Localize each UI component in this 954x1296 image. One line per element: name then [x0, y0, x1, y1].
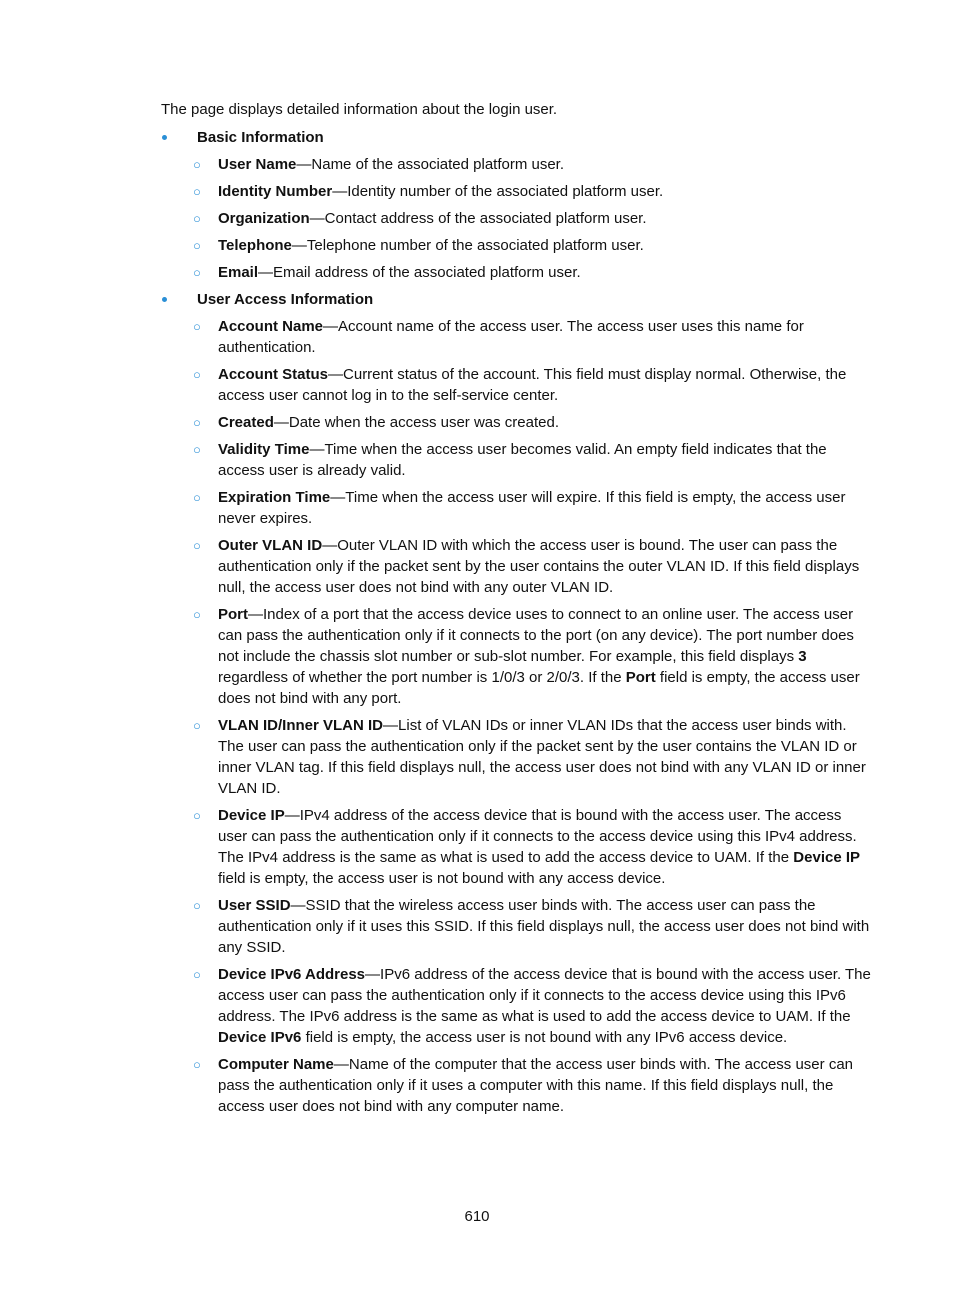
item-description: —Telephone number of the associated platform user. — [291, 237, 644, 254]
sub-list — [161, 316, 871, 1117]
item-description: —IPv6 address of the access device that is bound with the access user. The access user can pass the authentication only if it connects to the access device using this IPv6 address. The IPv6 address is the same as what is used to add the access device to UAM. If the — [218, 966, 871, 1025]
list-item — [161, 964, 871, 1048]
circle-bullet-icon: ○ — [193, 898, 201, 913]
item-description: —List of VLAN IDs or inner VLAN IDs that the access user binds with. The user can pass the authentication only if the packet sent by the user contains the VLAN ID or inner VLAN tag. If this field displays null, the access user does not bind with any VLAN ID or inner VLAN ID. — [218, 717, 866, 797]
item-term: Account Name — [218, 318, 324, 335]
item-term: Telephone — [218, 237, 292, 254]
item-term: Device IP — [218, 807, 285, 824]
page-number: 610 — [464, 1208, 490, 1225]
bullet-icon — [162, 135, 167, 140]
page-content — [161, 99, 871, 1123]
item-description-continued: field is empty, the access user does not bind with any port. — [218, 669, 860, 707]
list-item — [161, 604, 871, 709]
item-term: Created — [218, 414, 274, 431]
item-term: Validity Time — [218, 441, 310, 458]
list-item — [161, 805, 871, 889]
circle-bullet-icon: ○ — [193, 238, 201, 253]
item-description: —Current status of the account. This field must display normal. Otherwise, the access user cannot log in to the self-service center. — [218, 366, 847, 404]
bullet-icon — [162, 297, 167, 302]
section-heading — [161, 289, 871, 310]
item-description: —Outer VLAN ID with which the access user is bound. The user can pass the authentication only if the packet sent by the user contains the outer VLAN ID. If this field displays null, the access user does not bind with any outer VLAN ID. — [218, 537, 860, 596]
list-item — [161, 181, 871, 202]
list-item — [161, 487, 871, 529]
circle-bullet-icon: ○ — [193, 718, 201, 733]
item-term: Port — [218, 606, 248, 623]
circle-bullet-icon: ○ — [193, 490, 201, 505]
item-description: —Identity number of the associated platform user. — [332, 183, 664, 200]
list-item — [161, 208, 871, 229]
item-description: —Time when the access user becomes valid. An empty field indicates that the access user is already valid. — [218, 441, 827, 479]
circle-bullet-icon: ○ — [193, 808, 201, 823]
circle-bullet-icon: ○ — [193, 538, 201, 553]
item-bold-inline: Device IP — [793, 849, 861, 866]
section-basic-information — [161, 127, 871, 283]
item-bold-inline: Port — [625, 669, 656, 686]
list-item — [161, 412, 871, 433]
list-item — [161, 439, 871, 481]
circle-bullet-icon: ○ — [193, 319, 201, 334]
list-item — [161, 895, 871, 958]
section-user-access-information — [161, 289, 871, 1117]
item-description: —Account name of the access user. The access user uses this name for authentication. — [218, 318, 804, 356]
circle-bullet-icon: ○ — [193, 607, 201, 622]
item-description: —SSID that the wireless access user binds with. The access user can pass the authentication only if it uses this SSID. If this field displays null, the access user does not bind with any SSID. — [218, 897, 870, 956]
item-term: Account Status — [218, 366, 329, 383]
list-item — [161, 316, 871, 358]
list-item — [161, 1054, 871, 1117]
item-description: —Time when the access user will expire. If this field is empty, the access user never expires. — [218, 489, 846, 527]
circle-bullet-icon: ○ — [193, 415, 201, 430]
list-item — [161, 262, 871, 283]
intro-paragraph: The page displays detailed information about the login user. — [161, 101, 558, 118]
circle-bullet-icon: ○ — [193, 367, 201, 382]
list-item — [161, 715, 871, 799]
item-description: —Date when the access user was created. — [273, 414, 559, 431]
item-description-continued: field is empty, the access user is not bound with any IPv6 access device. — [301, 1029, 788, 1046]
list-item — [161, 235, 871, 256]
list-item — [161, 364, 871, 406]
section-heading — [161, 127, 871, 148]
list-item — [161, 535, 871, 598]
circle-bullet-icon: ○ — [193, 184, 201, 199]
item-description: —IPv4 address of the access device that is bound with the access user. The access user can pass the authentication only if it connects to the access device using this IPv4 address. The IPv4 address is the same as what is used to add the access device to UAM. If the — [218, 807, 857, 866]
circle-bullet-icon: ○ — [193, 211, 201, 226]
item-description-continued: regardless of whether the port number is 1/0/3 or 2/0/3. If the — [218, 669, 626, 686]
item-term: Computer Name — [218, 1056, 334, 1073]
section-title: User Access Information — [197, 291, 374, 308]
item-description-continued: field is empty, the access user is not bound with any access device. — [218, 870, 666, 887]
item-description: —Name of the computer that the access user binds with. The access user can pass the authentication only if it uses a computer with this name. If this field displays null, the access user does not bind with any computer name. — [218, 1056, 853, 1115]
item-term: User SSID — [218, 897, 291, 914]
list-item — [161, 154, 871, 175]
circle-bullet-icon: ○ — [193, 967, 201, 982]
item-term: Organization — [218, 210, 310, 227]
item-term: Expiration Time — [218, 489, 331, 506]
item-bold-inline: 3 — [798, 648, 807, 665]
sub-list — [161, 154, 871, 283]
item-term: VLAN ID/Inner VLAN ID — [218, 717, 384, 734]
item-term: User Name — [218, 156, 297, 173]
circle-bullet-icon: ○ — [193, 442, 201, 457]
circle-bullet-icon: ○ — [193, 157, 201, 172]
item-description: —Name of the associated platform user. — [296, 156, 565, 173]
item-term: Identity Number — [218, 183, 333, 200]
item-description: —Contact address of the associated platform user. — [309, 210, 647, 227]
item-term: Email — [218, 264, 259, 281]
circle-bullet-icon: ○ — [193, 1057, 201, 1072]
item-term: Outer VLAN ID — [218, 537, 323, 554]
item-description: —Email address of the associated platform user. — [258, 264, 581, 281]
item-description: —Index of a port that the access device uses to connect to an online user. The access user can pass the authentication only if it connects to the port (on any device). The port number does not include the chassis slot number or sub-slot number. For example, this field displays — [218, 606, 854, 665]
circle-bullet-icon: ○ — [193, 265, 201, 280]
section-title: Basic Information — [197, 129, 324, 146]
item-bold-inline: Device IPv6 — [218, 1029, 302, 1046]
item-term: Device IPv6 Address — [218, 966, 366, 983]
